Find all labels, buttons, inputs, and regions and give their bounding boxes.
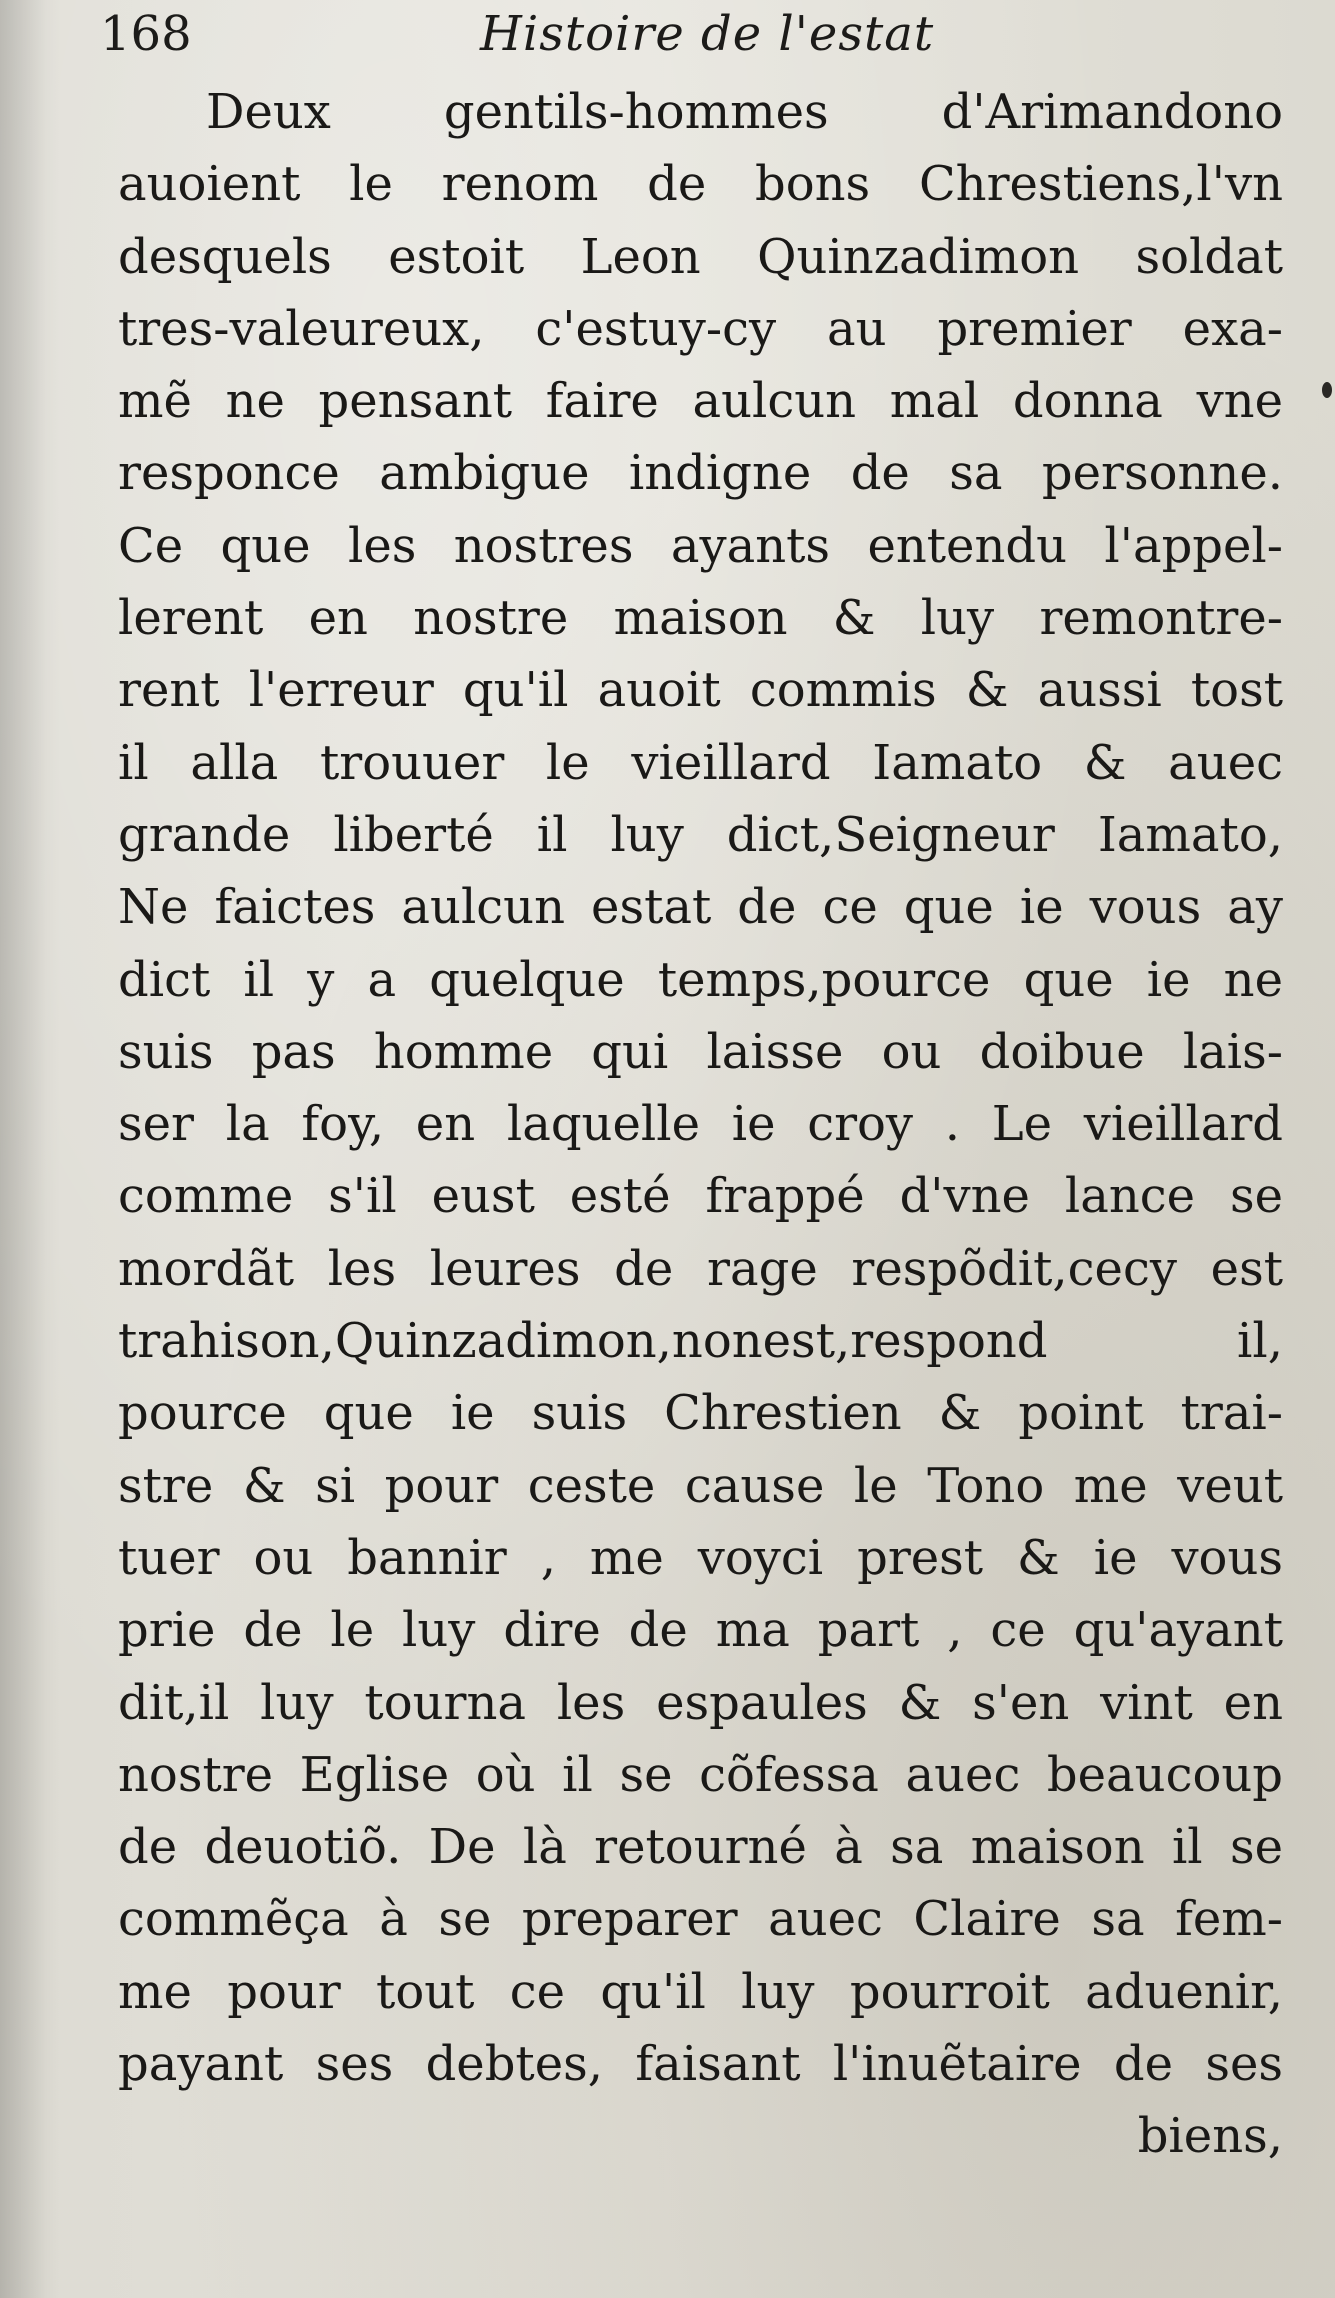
text-line: mordãt les leures de rage respõdit,cecy est [118,1240,1283,1297]
text-line: responce ambigue indigne de sa personne. [118,445,1283,502]
text-line: tuer ou bannir , me voyci prest & ie vous [118,1529,1283,1586]
text-line: trahison,Quinzadimon,nonest,respond il, [118,1313,1283,1370]
binding-gutter-shadow [0,0,46,2298]
text-line: tres-valeureux, c'estuy-cy au premier exa- [118,300,1283,357]
text-line: desquels estoit Leon Quinzadimon soldat [118,228,1283,285]
text-line: Ne faictes aulcun estat de ce que ie vous ay [118,879,1283,936]
text-line: dict il y a quelque temps,pource que ie ne [118,951,1283,1008]
ink-blot [1322,382,1332,398]
text-line: prie de le luy dire de ma part , ce qu'ayant [118,1602,1283,1659]
text-line: commẽça à se preparer auec Claire sa fem- [118,1891,1283,1948]
text-line: Deux gentils-hommes d'Arimandono [206,84,1283,140]
text-line: comme s'il eust esté frappé d'vne lance se [118,1168,1283,1225]
text-line: grande liberté il luy dict,Seigneur Iamato, [118,806,1283,863]
text-line-catchword: biens, [1137,2108,1283,2165]
text-line: de deuotiõ. De là retourné à sa maison il se [118,1819,1283,1876]
text-line: suis pas homme qui laisse ou doibue lais- [118,1023,1283,1080]
text-line: ser la foy, en laquelle ie croy . Le vieillard [118,1096,1283,1153]
text-line: stre & si pour ceste cause le Tono me veut [118,1457,1283,1514]
running-title: Histoire de l'estat [480,6,935,62]
text-line: auoient le renom de bons Chrestiens,l'vn [118,156,1283,213]
text-line: me pour tout ce qu'il luy pourroit aduenir, [118,1963,1283,2020]
text-line: rent l'erreur qu'il auoit commis & aussi tost [118,662,1283,719]
text-line: dit,il luy tourna les espaules & s'en vint en [118,1674,1283,1731]
body-text [118,76,1283,2173]
text-line: il alla trouuer le vieillard Iamato & auec [118,734,1283,791]
text-line: mẽ ne pensant faire aulcun mal donna vne [118,373,1283,430]
text-line: lerent en nostre maison & luy remontre- [118,590,1283,647]
running-head [100,4,1200,64]
text-line: nostre Eglise où il se cõfessa auec beaucoup [118,1746,1283,1803]
page-number: 168 [100,6,192,62]
text-line: payant ses debtes, faisant l'inuẽtaire de ses [118,2036,1283,2093]
text-line: pource que ie suis Chrestien & point trai- [118,1385,1283,1442]
text-line: Ce que les nostres ayants entendu l'appel- [118,517,1283,574]
